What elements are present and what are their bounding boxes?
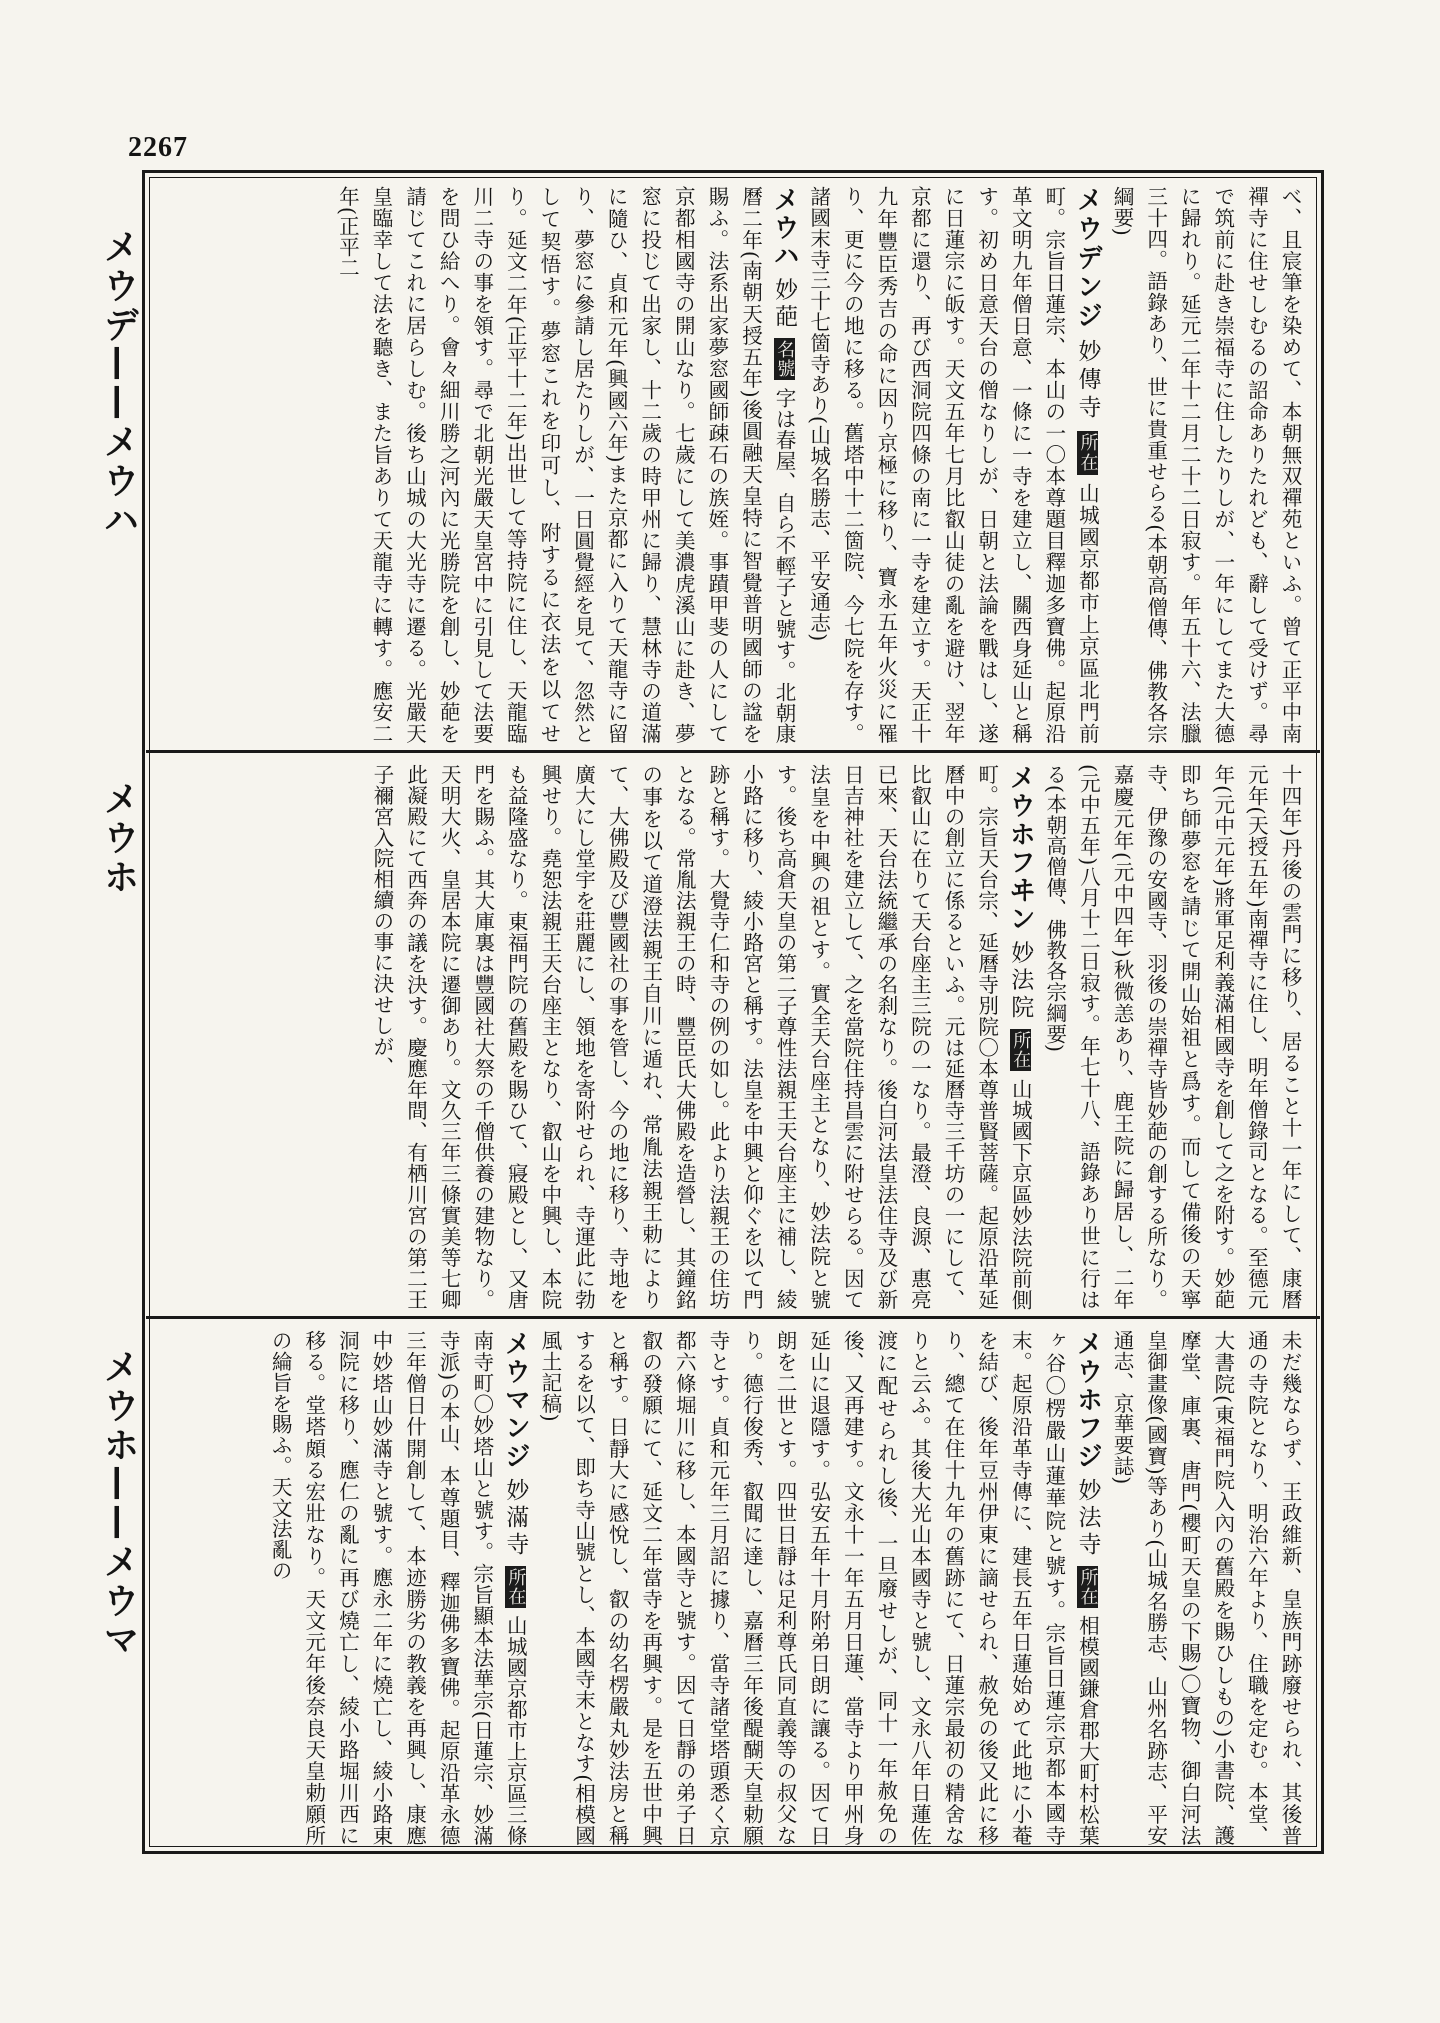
entry-text: 山城國京都市上京區北門前町。宗旨日蓮宗、本山の一〇本尊題目釋迦多寶佛。起原沿革文明九年僧日意、一條に一寺を建立し、關西身延山と稱す。初め日意天台の僧なりしが、日朝と法論を戰はし、遂に日蓮宗に皈す。天文五年七月比叡山徒の亂を避け、翌年京都に還り、再び西洞院四條の南に一寺を建立す。天正十九年豐臣秀吉の命に因り京極に移り、寶永五年火災に罹り、更に今の地に移る。舊塔中十二箇院、今七院を存す。諸國末寺三十七箇寺あり(山城名勝志、平安通志) — [806, 186, 1100, 744]
entry-kanji: 妙法寺 — [1074, 1477, 1101, 1559]
thumb-index-top: メウデ——メウハ — [98, 228, 139, 540]
entry-text: 未だ幾ならず、王政維新、皇族門跡廢せられ、其後普通の寺院となり、明治六年より、住職を定む。本堂、大書院(東福門院入內の舊殿を賜ひしもの)小書院、護摩堂、庫裏、唐門(櫻町天皇の下賜)〇寶物、御白河法皇御畫像(國寶)等あり(山城名勝志、山州名跡志、平安通志、京華要誌) — [1110, 1330, 1302, 1846]
entry-headword: メウホフジ — [1072, 1330, 1103, 1471]
entry-headword: メウホフヰン — [1005, 764, 1036, 934]
entry-meuhofuji — [532, 1330, 1104, 1846]
entry-kanji: 妙法院 — [1007, 940, 1034, 1022]
entry-meuha — [330, 186, 801, 744]
entry-continuation — [1104, 1330, 1306, 1846]
tier-divider-1 — [146, 750, 1320, 753]
tier-1 — [150, 178, 1316, 744]
entry-tag: 所在 — [1077, 432, 1099, 473]
entry-text: 相模國鎌倉郡大町村松葉ヶ谷〇楞嚴山蓮華院と號す。宗旨日蓮宗京都本國寺末。起原沿革寺傳に、建長五年日蓮始めて此地に小菴を結び、後年豆州伊東に謫せられ、赦免の後又此に移り、總て在住十九年の舊跡にて、日蓮宗最初の精舍なりと云ふ。其後大光山本國寺と號し、文永八年日蓮佐渡に配せられし後、一旦廢せしが、同十一年赦免の後、又再建す。文永十一年五月日蓮、當寺より甲州身延山に退隱す。弘安五年十月附弟日朗に讓る。因て日朗を二世とす。四世日靜は足利尊氏同直義等の叔父なり。德行俊秀、叡聞に達し、嘉曆三年後醍醐天皇勅願寺とす。貞和元年三月詔に據り、當寺諸堂塔頭悉く京都六條堀川に移し、本國寺と號す。因て日靜の弟子日叡の發願にて、延文二年當寺を再興す。是を五世中興と稱す。日靜大に感悅し、叡の幼名楞嚴丸妙法房と稱するを以て、即ち寺山號とし、本國寺末となす(相模國風土記稿) — [537, 1330, 1100, 1846]
tier-divider-2 — [146, 1316, 1320, 1319]
tier-3 — [150, 1322, 1316, 1846]
entry-meumanji — [263, 1330, 533, 1846]
entry-kanji: 妙葩 — [771, 277, 798, 332]
entry-meudenji — [801, 186, 1104, 744]
entry-headword: メウデンジ — [1072, 186, 1103, 331]
entry-tag: 所在 — [1077, 1567, 1099, 1607]
entry-continuation — [1104, 186, 1306, 744]
entry-headword: メウハ — [769, 186, 800, 271]
entry-kanji: 妙傳寺 — [1074, 338, 1101, 423]
entry-headword: メウマンジ — [500, 1330, 531, 1471]
entry-text: 字は春屋、自ら不輕子と號す。北朝康曆二年(南朝天授五年)後圓融天皇特に智覺普明國師の諡を賜ふ。法系出家夢窓國師疎石の族姪。事蹟甲斐の人にして京都相國寺の開山なり。七歲にして美濃虎溪山に赴き、夢窓に投じて出家し、十二歲の時甲州に歸り、慧林寺の道滿に隨ひ、貞和元年(興國六年)また京都に入りて天龍寺に留り、夢窓に參請し居たりしが、一日圓覺經を見て、忽然として契悟す。夢窓これを印可し、附するに衣法を以てせり。延文二年(正平十二年)出世して等持院に住し、天龍臨川二寺の事を領す。尋で北朝光嚴天皇宮中に引見して法要を問ひ給へり。會々細川勝之河內に光勝院を創し、妙葩を請じてこれに居らしむ。後ち山城の大光寺に遷る。光嚴天皇臨幸して法を聽き、また旨ありて天龍寺に轉す。應安二年(正平二 — [335, 186, 797, 744]
tier-2 — [150, 756, 1316, 1310]
entry-text: 山城國京都市上京區三條南寺町〇妙塔山と號す。宗旨顯本法華宗(日蓮宗、妙滿寺派)の本山、本尊題目、釋迦佛多寶佛。起原沿革永德三年僧日什開創して、本迹勝劣の教義を再興し、康應中妙塔山妙滿寺と號す。應永二年に燒亡し、綾小路東洞院に移り、應仁の亂に再び燒亡し、綾小路堀川西に移る。堂塔頗る宏壯なり。天文元年後奈良天皇勅願所の綸旨を賜ふ。天文法亂の — [268, 1330, 528, 1846]
thumb-index-middle: メウホ — [98, 780, 139, 897]
entry-kanji: 妙滿寺 — [502, 1477, 529, 1559]
entry-tag: 名號 — [774, 340, 796, 379]
entry-text: 山城國下京區妙法院前側町。宗旨天台宗、延曆寺別院〇本尊普賢菩薩。起原沿革延曆中の創立に係るといふ。元は延曆寺三千坊の一にして、比叡山に在りて天台座主三院の一なり。最澄、良源、惠亮已來、天台法統繼承の名刹なり。後白河法皇法住寺及び新日吉神社を建立して、之を當院住持昌雲に附せらる。因て法皇を中興の祖とす。實全天台座主となり、妙法院と號す。後ち高倉天皇の第二子尊性法親王天台座主に補し、綾小路に移り、綾小路宮と稱す。法皇を中興と仰ぐを以て門跡と稱す。大覺寺仁和寺の例の如し。此より法親王の住坊となる。常胤法親王の時、豐臣氏大佛殿を造營し、其鐘銘の事を以て道澄法親王自川に遁れ、常胤法親王勅によりて、大佛殿及び豐國社の事を管し、今の地に移り、寺地を廣大にし堂宇を莊麗にし、領地を寄附せられ、寺運此に勃興せり。堯恕法親王天台座主となり、叡山を中興し、本院も益隆盛なり。東福門院の舊殿を賜ひて、寢殿とし、又唐門を賜ふ。其大庫裏は豐國社大祭の千僧供養の建物なり。天明大火、皇居本院に遷御あり。文久三年三條實美等七卿此凝殿にて西奔の議を決す。慶應年間、有栖川宮の第二王子禰宮入院相續の事に決せしが、 — [369, 764, 1033, 1310]
entry-meuhofuin — [364, 764, 1037, 1310]
entry-tag: 所在 — [505, 1567, 527, 1607]
entry-text: べ、且宸筆を染めて、本朝無双禪苑といふ。曾て正平中南禪寺に住せしむるの詔命ありたれども、辭して受けず。尋で筑前に赴き崇福寺に住したりしが、一年にしてまた大德に歸れり。延元二年十二月二十二日寂す。年五十六、法臘三十四。語錄あり、世に貴重せらる(本朝高僧傳、佛教各宗綱要) — [1110, 186, 1302, 744]
page-number: 2267 — [128, 132, 188, 163]
entry-continuation — [1037, 764, 1306, 1310]
entry-text: 十四年)丹後の雲門に移り、居ること十一年にして、康曆元年(天授五年)南禪寺に住し、明年僧錄司となる。至德元年(元中元年)將軍足利義滿相國寺を創して之を附す。妙葩即ち師夢窓を請じて開山始祖と爲す。而して備後の天寧寺、伊豫の安國寺、羽後の崇禪寺皆妙葩の創する所なり。嘉慶元年(元中四年)秋微恙あり、鹿王院に歸居し、二年(元中五年)八月十二日寂す。年七十八、語錄あり世に行はる(本朝高僧傳、佛教各宗綱要) — [1042, 764, 1302, 1310]
entry-tag: 所在 — [1010, 1030, 1032, 1070]
thumb-index-bottom: メウホ——メウマ — [98, 1348, 139, 1660]
